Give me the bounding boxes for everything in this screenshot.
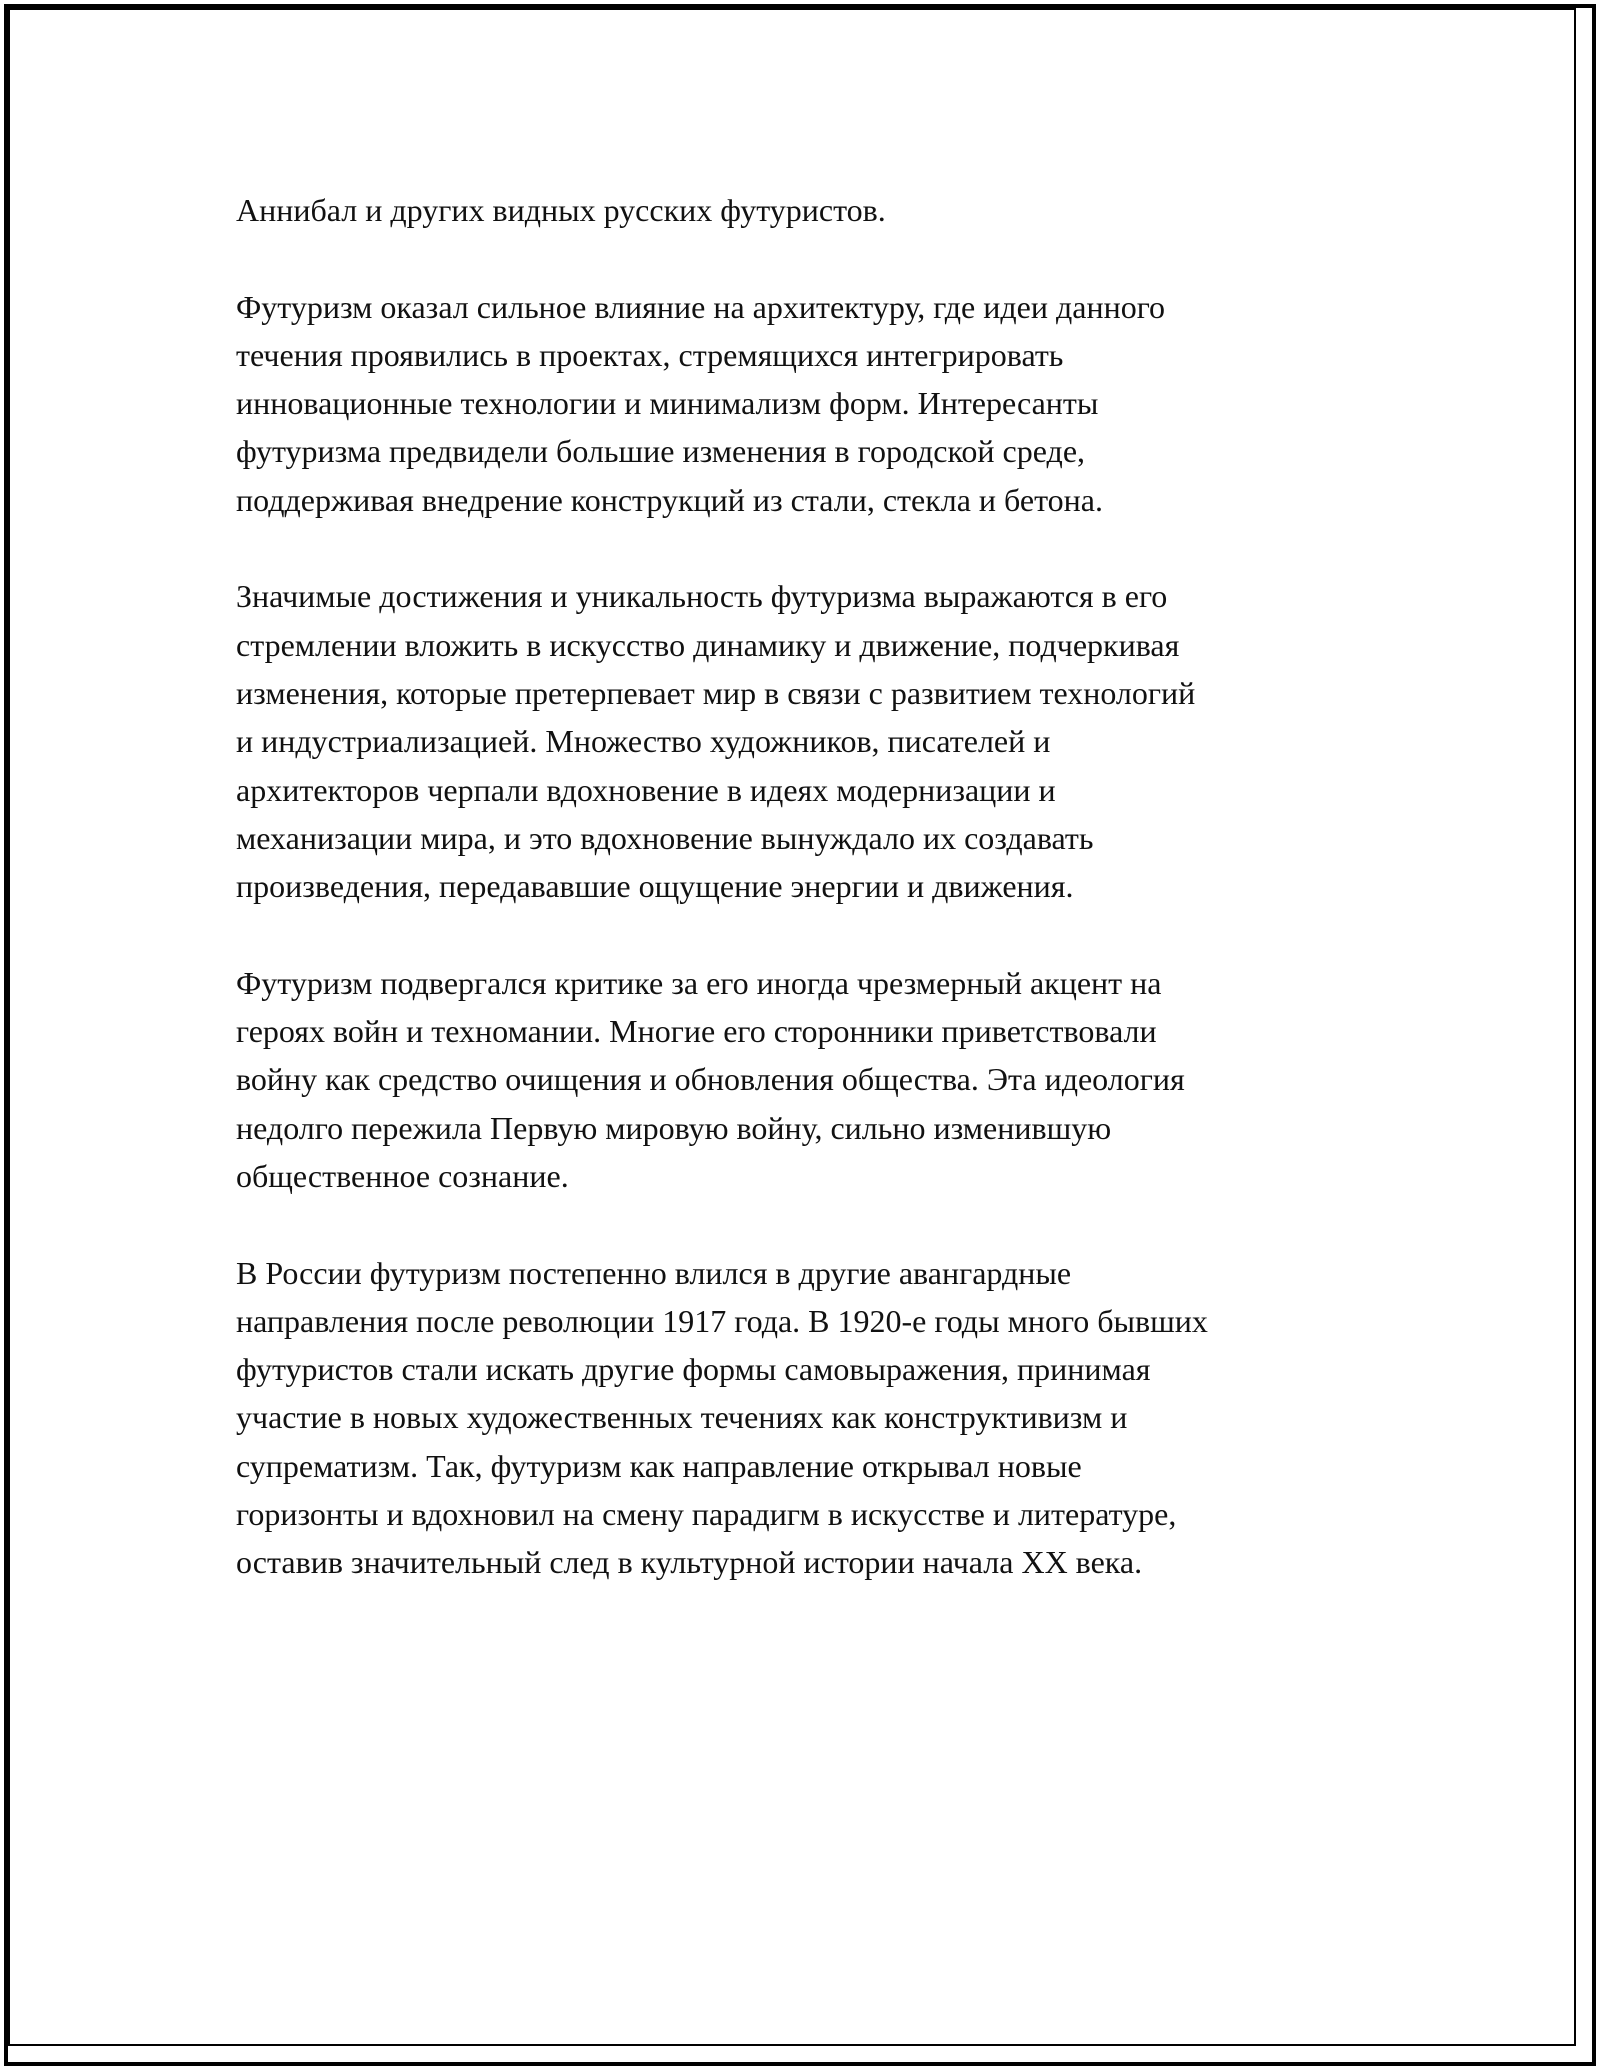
paragraph-2: Футуризм оказал сильное влияние на архитектуру, где идеи данного течения проявились в проектах, стремящихся интегрировать инновационные технологии и минимализм форм. Интересанты футуризма предвидели большие изменения в городской среде, поддерживая внедрение конструкций из стали, стекла и бетона.: [236, 288, 1166, 518]
paragraph-4: Футуризм подвергался критике за его иногда чрезмерный акцент на героях войн и техномании. Многие его сторонники приветствовали войну как средство очищения и обновления общества. Эта идеология недолго пережила Первую мировую войну, сильно изменившую общественное сознание.: [236, 964, 1185, 1194]
document-body: [236, 186, 1366, 1587]
paragraph-1: Аннибал и других видных русских футуристов.: [236, 192, 886, 228]
paragraph-3: Значимые достижения и уникальность футуризма выражаются в его стремлении вложить в искусство динамику и движение, подчеркивая изменения, которые претерпевает мир в связи с развитием технологий и индустриализацией. Множество художников, писателей и архитекторов черпали вдохновение в идеях модернизации и механизации мира, и это вдохновение вынуждало их создавать произведения, передававшие ощущение энергии и движения.: [236, 578, 1196, 905]
paragraph-5: В России футуризм постепенно влился в другие авангардные направления после революции 1917 года. В 1920-е годы много бывших футуристов стали искать другие формы самовыражения, принимая участие в новых художественных течениях как конструктивизм и супрематизм. Так, футуризм как направление открывал новые горизонты и вдохновил на смену парадигм в искусстве и литературе, оставив значительный след в культурной истории начала XX века.: [236, 1254, 1208, 1581]
